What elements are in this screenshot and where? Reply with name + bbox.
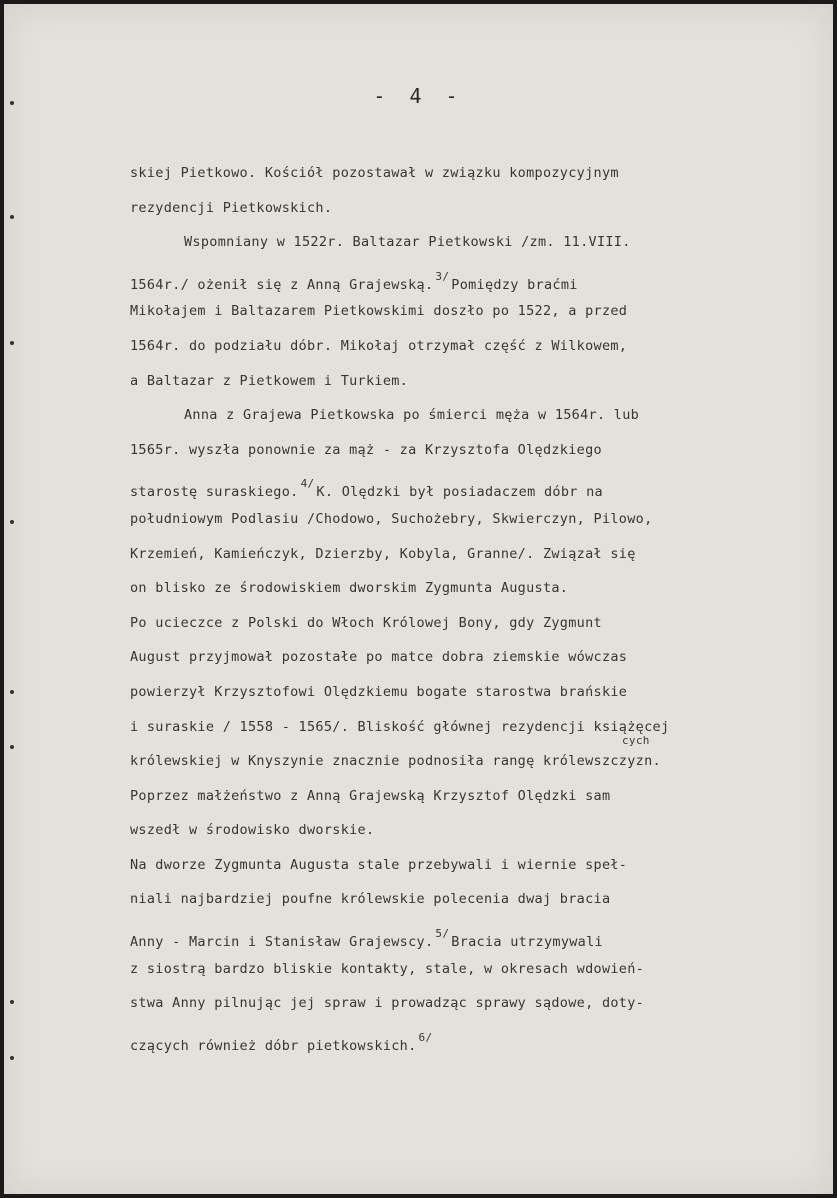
line-text: powierzył Krzysztofowi Olędzkiemu bogate starostwa brańskie <box>130 683 628 700</box>
text-line <box>130 813 810 848</box>
line-text-continued: K. Olędzki był posiadaczem dóbr na <box>316 484 603 501</box>
line-text: Mikołajem i Baltazarem Pietkowskimi doszło po 1522, a przed <box>130 303 628 320</box>
line-text-continued: Pomiędzy braćmi <box>451 276 578 293</box>
line-text: a Baltazar z Pietkowem i Turkiem. <box>130 372 409 389</box>
line-text: niali najbardziej poufne królewskie polecenia dwaj bracia <box>130 891 611 908</box>
text-line <box>130 260 810 295</box>
margin-hole-mark <box>10 745 14 749</box>
margin-hole-mark <box>10 1000 14 1004</box>
text-line <box>130 571 810 606</box>
margin-hole-mark <box>10 341 14 345</box>
text-line <box>130 952 810 987</box>
line-text: z siostrą bardzo bliskie kontakty, stale, w okresach wdowień- <box>130 960 645 977</box>
text-line <box>130 537 810 572</box>
text-line <box>130 779 810 814</box>
line-text: 1564r. do podziału dóbr. Mikołaj otrzymał część z Wilkowem, <box>130 337 628 354</box>
text-line <box>130 606 810 641</box>
line-text: królewskiej w Knyszynie znacznie podnosiła rangę królewszczyzn. <box>130 753 661 770</box>
text-line <box>130 882 810 917</box>
margin-hole-mark <box>10 215 14 219</box>
handwritten-insertion: cych <box>622 734 650 748</box>
line-text: i suraskie / 1558 - 1565/. Bliskość głównej rezydencji książęcej <box>130 718 670 735</box>
margin-hole-mark <box>10 1056 14 1060</box>
page-number: - 4 - <box>373 84 464 108</box>
margin-hole-mark <box>10 520 14 524</box>
text-line <box>130 734 810 779</box>
footnote-marker: 4/ <box>300 477 315 491</box>
text-line <box>130 1021 810 1056</box>
text-line <box>130 848 810 883</box>
line-text: August przyjmował pozostałe po matce dobra ziemskie wówczas <box>130 649 628 666</box>
line-text: czących również dóbr pietkowskich. <box>130 1037 417 1054</box>
line-text: Wspomniany w 1522r. Baltazar Pietkowski /zm. 11.VIII. <box>184 234 631 251</box>
text-line <box>130 433 810 468</box>
line-text: Poprzez małżeństwo z Anną Grajewską Krzysztof Olędzki sam <box>130 787 611 804</box>
line-text: wszedł w środowisko dworskie. <box>130 822 375 839</box>
footnote-marker: 3/ <box>435 269 450 283</box>
footnote-marker: 6/ <box>418 1030 433 1044</box>
text-line <box>130 502 810 537</box>
text-line <box>130 225 810 260</box>
line-text: 1565r. wyszła ponownie za mąż - za Krzysztofa Olędzkiego <box>130 441 602 458</box>
text-line <box>130 191 810 226</box>
text-line <box>130 640 810 675</box>
margin-hole-mark <box>10 690 14 694</box>
footnote-marker: 5/ <box>435 927 450 941</box>
text-line <box>130 675 810 710</box>
line-text: południowym Podlasiu /Chodowo, Suchożebry, Skwierczyn, Pilowo, <box>130 510 653 527</box>
line-text: stwa Anny pilnując jej spraw i prowadząc sprawy sądowe, doty- <box>130 995 645 1012</box>
text-line <box>130 398 810 433</box>
line-text: 1564r./ ożenił się z Anną Grajewską. <box>130 276 434 293</box>
document-page <box>4 4 833 1194</box>
body-text <box>130 156 810 1055</box>
line-text: skiej Pietkowo. Kościół pozostawał w związku kompozycyjnym <box>130 165 619 181</box>
text-line <box>130 986 810 1021</box>
text-line <box>130 710 810 748</box>
text-line <box>130 364 810 399</box>
line-text: Po ucieczce z Polski do Włoch Królowej Bony, gdy Zygmunt <box>130 614 602 631</box>
line-text: Krzemień, Kamieńczyk, Dzierzby, Kobyla, Granne/. Związał się <box>130 545 636 562</box>
text-line <box>130 917 810 952</box>
text-line <box>130 156 810 191</box>
line-text: Anny - Marcin i Stanisław Grajewscy. <box>130 934 434 951</box>
line-text: on blisko ze środowiskiem dworskim Zygmunta Augusta. <box>130 580 569 597</box>
text-line <box>130 294 810 329</box>
text-line <box>130 329 810 364</box>
line-text: Na dworze Zygmunta Augusta stale przebywali i wiernie speł- <box>130 856 628 873</box>
line-text: starostę suraskiego. <box>130 484 299 501</box>
line-text: rezydencji Pietkowskich. <box>130 199 333 216</box>
line-text: Anna z Grajewa Pietkowska po śmierci męża w 1564r. lub <box>184 407 640 424</box>
text-line <box>130 467 810 502</box>
line-text-continued: Bracia utrzymywali <box>451 934 603 951</box>
